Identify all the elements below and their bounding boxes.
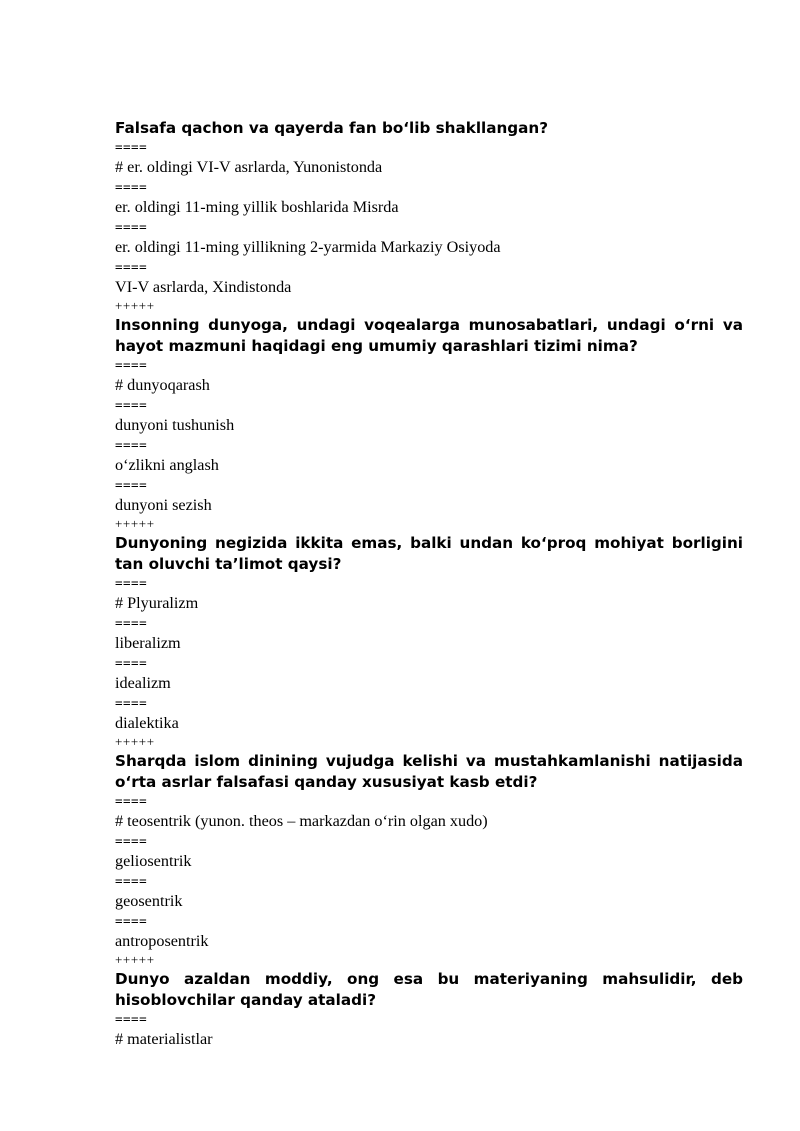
- answer-option: VI-V asrlarda, Xindistonda: [115, 278, 292, 296]
- option-separator: ====: [115, 139, 148, 154]
- answer-option: geliosentrik: [115, 852, 192, 870]
- answer-option: # teosentrik (yunon. theos – markazdan o‘rin olgan xudo): [115, 812, 488, 830]
- answer-option: liberalizm: [115, 634, 181, 652]
- question-separator: +++++: [115, 952, 155, 967]
- option-separator: ====: [115, 357, 148, 372]
- question-text: Falsafa qachon va qayerda fan bo‘lib shakllangan?: [115, 119, 549, 137]
- question-text: Insonning dunyoga, undagi voqealarga munosabatlari, undagi o‘rni va hayot mazmuni haqidagi eng umumiy qarashlari tizimi nima?: [115, 316, 743, 355]
- answer-option: o‘zlikni anglash: [115, 456, 219, 474]
- question-text: Sharqda islom dinining vujudga kelishi va mustahkamlanishi natijasida o‘rta asrlar falsafasi qanday xususiyat kasb etdi?: [115, 752, 743, 791]
- option-separator: ====: [115, 655, 148, 670]
- question-text: Dunyoning negizida ikkita emas, balki undan ko‘proq mohiyat borligini tan oluvchi ta’limot qaysi?: [115, 534, 743, 573]
- option-separator: ====: [115, 913, 148, 928]
- option-separator: ====: [115, 695, 148, 710]
- answer-option: # materialistlar: [115, 1030, 213, 1048]
- option-separator: ====: [115, 1011, 148, 1026]
- question-separator: +++++: [115, 298, 155, 313]
- answer-option: dunyoni sezish: [115, 496, 212, 514]
- answer-option: # dunyoqarash: [115, 376, 210, 394]
- option-separator: ====: [115, 833, 148, 848]
- question-separator: +++++: [115, 516, 155, 531]
- answer-option: dunyoni tushunish: [115, 416, 235, 434]
- option-separator: ====: [115, 437, 148, 452]
- option-separator: ====: [115, 615, 148, 630]
- answer-option: # Plyuralizm: [115, 594, 199, 612]
- option-separator: ====: [115, 259, 148, 274]
- option-separator: ====: [115, 575, 148, 590]
- answer-option: # er. oldingi VI-V asrlarda, Yunonistonda: [115, 158, 383, 176]
- option-separator: ====: [115, 179, 148, 194]
- option-separator: ====: [115, 397, 148, 412]
- option-separator: ====: [115, 793, 148, 808]
- answer-option: geosentrik: [115, 892, 183, 910]
- answer-option: idealizm: [115, 674, 171, 692]
- test-questions: [115, 116, 743, 1051]
- question-separator: +++++: [115, 734, 155, 749]
- answer-option: er. oldingi 11-ming yillikning 2-yarmida Markaziy Osiyoda: [115, 238, 501, 256]
- option-separator: ====: [115, 219, 148, 234]
- answer-option: antroposentrik: [115, 932, 209, 950]
- answer-option: dialektika: [115, 714, 179, 732]
- option-separator: ====: [115, 477, 148, 492]
- option-separator: ====: [115, 873, 148, 888]
- question-text: Dunyo azaldan moddiy, ong esa bu materiyaning mahsulidir, deb hisoblovchilar qanday ataladi?: [115, 970, 743, 1009]
- answer-option: er. oldingi 11-ming yillik boshlarida Misrda: [115, 198, 399, 216]
